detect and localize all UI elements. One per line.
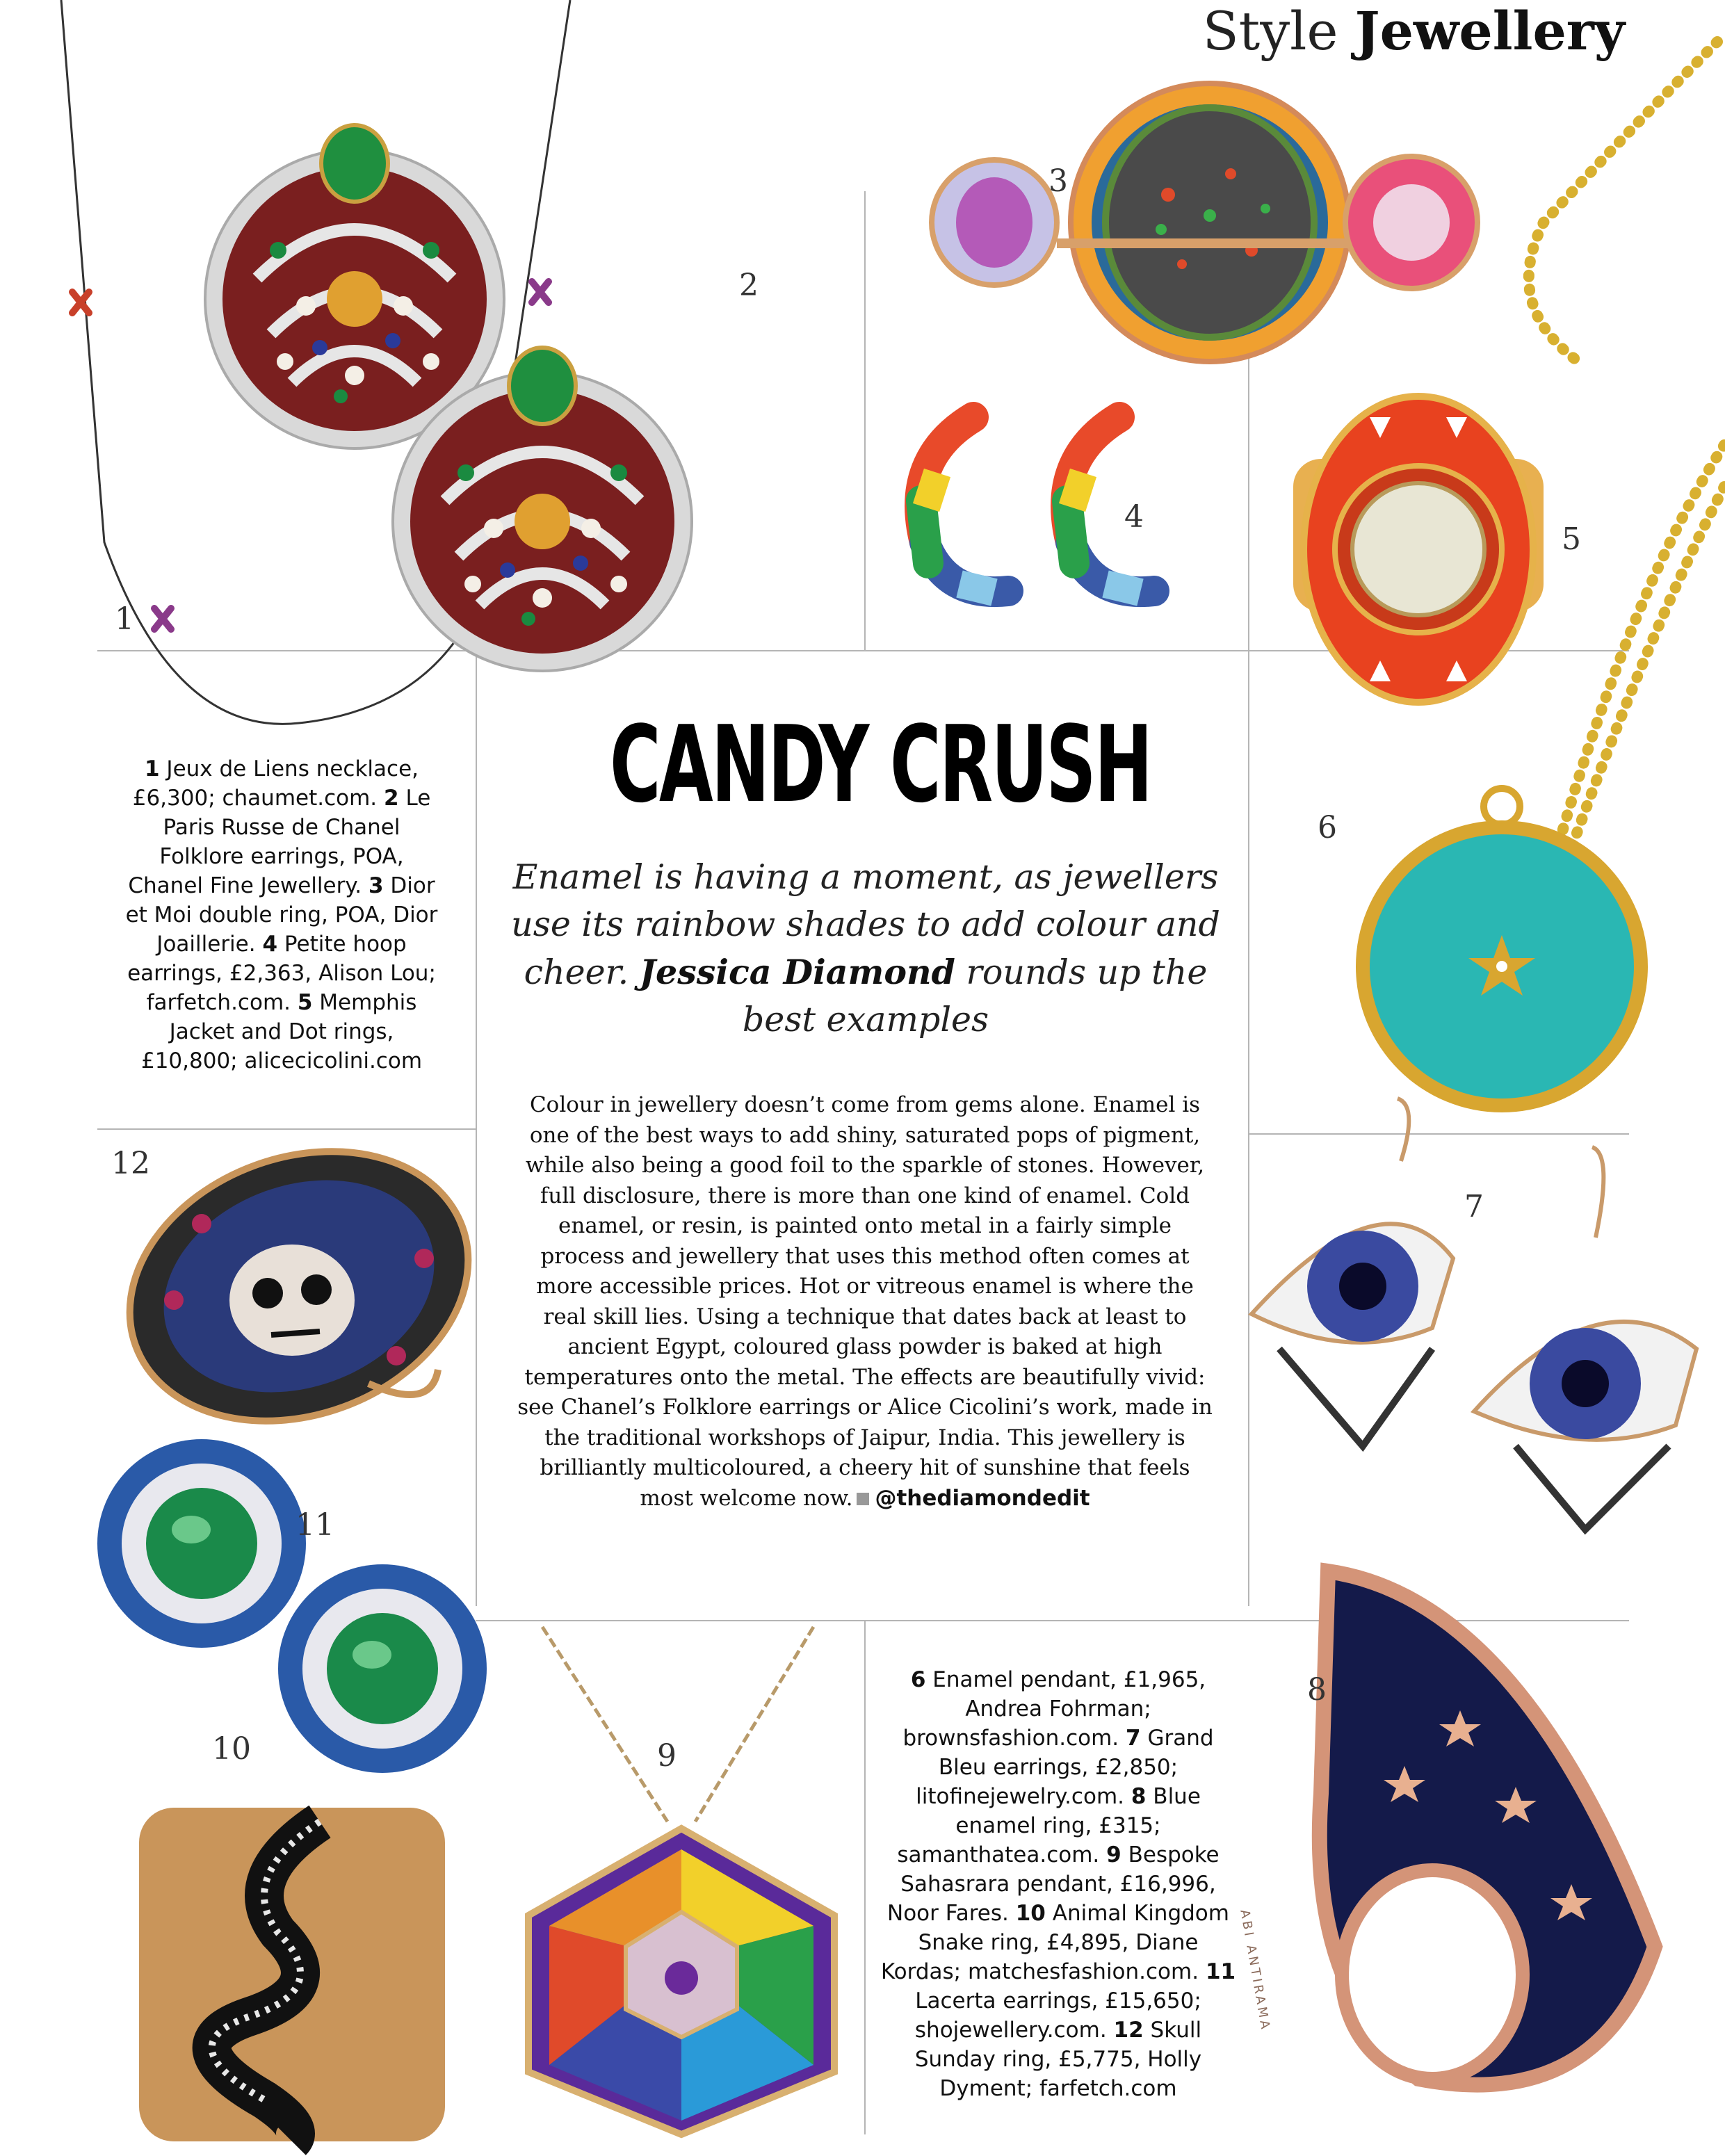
item-number-8: 8: [1307, 1672, 1327, 1708]
lacerta-earrings-illustration: [63, 1425, 501, 1773]
sahasrara-pendant-illustration: [487, 1620, 876, 2134]
enamel-pendant-illustration: [1349, 779, 1655, 1119]
captions-right: [877, 1665, 1239, 2103]
headline: CANDY CRUSH: [610, 703, 1151, 826]
article-text: Colour in jewellery doesn’t come from gems alone. Enamel is one of the best ways to add shiny, saturated pops of pigment, while also being a good foil to the sparkle of stones. However, full disclosure, there is more than one kind of enamel. Cold enamel, or resin, is painted onto metal in a fairly simple process and jewellery that uses this method often comes at more accessible prices. Hot or vitreous enamel is where the real skill lies. Using a technique that dates back at least to ancient Egypt, coloured glass powder is baked at high temperatures onto the metal. The effects are beautifully vivid: see Chanel’s Folklore earrings or Alice Cicolini’s work, made in the traditional workshops of Jaipur, India. This jewellery is brilliantly multicoloured, a cheery hit of sunshine that feels most welcome now.: [517, 1092, 1213, 1511]
caption-item-10: 10 Animal Kingdom Snake ring, £4,895, Diane Kordas; matchesfashion.com.: [880, 1901, 1229, 1984]
item-number-2: 2: [739, 268, 759, 303]
item-number-9: 9: [657, 1738, 677, 1774]
caption-item-1: 1 Jeux de Liens necklace, £6,300; chaumet.com.: [132, 756, 419, 811]
caption-item-8: 8 Blue enamel ring, £315; samanthatea.com.: [897, 1784, 1201, 1867]
eye-earrings-illustration: [1224, 1085, 1710, 1474]
caption-item-7: 7 Grand Bleu earrings, £2,850; litofinejewelry.com.: [916, 1726, 1214, 1809]
item-number-6: 6: [1318, 810, 1337, 845]
snake-ring-illustration: [125, 1794, 459, 2141]
standfirst-outro: rounds up the best examples: [742, 953, 1208, 1039]
caption-item-11: 11 Lacerta earrings, £15,650; shojewellery.com.: [914, 1959, 1236, 2043]
skull-ring-illustration: [104, 1147, 480, 1439]
item-number-7: 7: [1464, 1189, 1484, 1224]
standfirst: [487, 854, 1245, 1044]
item-number-12: 12: [111, 1146, 150, 1181]
caption-item-9: 9 Bespoke Sahasrara pendant, £16,996, Noor Fares.: [887, 1842, 1220, 1926]
chain-illustration: [1495, 28, 1724, 862]
caption-item-6: 6 Enamel pendant, £1,965, Andrea Fohrman; brownsfashion.com.: [902, 1667, 1206, 1751]
item-number-3: 3: [1048, 163, 1068, 199]
caption-item-4: 4 Petite hoop earrings, £2,363, Alison Lou; farfetch.com.: [127, 932, 436, 1015]
section-label: Style: [1202, 0, 1338, 62]
standfirst-intro: Enamel is having a moment, as jewellers use its rainbow shades to add colour and cheer.: [511, 857, 1220, 992]
section-title: Jewellery: [1354, 0, 1625, 62]
ring-engraving: ABI ANTIRAMA: [1237, 1908, 1273, 2033]
author-name: Jessica Diamond: [639, 952, 955, 992]
caption-item-5: 5 Memphis Jacket and Dot rings, £10,800; alicecicolini.com: [140, 990, 423, 1073]
grid-line: [864, 191, 866, 650]
grid-line: [97, 1128, 476, 1130]
blue-enamel-ring-illustration: [1279, 1557, 1696, 2141]
item-number-4: 4: [1124, 499, 1144, 535]
item-number-11: 11: [295, 1507, 334, 1543]
item-number-5: 5: [1562, 521, 1581, 557]
double-ring-illustration: [918, 83, 1516, 389]
hoop-earrings-illustration: [890, 389, 1210, 619]
captions-left: [122, 754, 442, 1076]
end-mark-icon: [857, 1493, 869, 1505]
article-body: [516, 1090, 1214, 1514]
folklore-earrings-illustration: [202, 97, 744, 681]
social-handle: @thediamondedit: [875, 1485, 1090, 1511]
caption-item-2: 2 Le Paris Russe de Chanel Folklore earrings, POA, Chanel Fine Jewellery.: [128, 786, 431, 898]
item-number-10: 10: [212, 1731, 251, 1767]
caption-item-12: 12 Skull Sunday ring, £5,775, Holly Dyment; farfetch.com: [914, 2018, 1202, 2101]
caption-item-3: 3 Dior et Moi double ring, POA, Dior Joaillerie.: [125, 873, 438, 957]
item-number-1: 1: [115, 601, 134, 637]
